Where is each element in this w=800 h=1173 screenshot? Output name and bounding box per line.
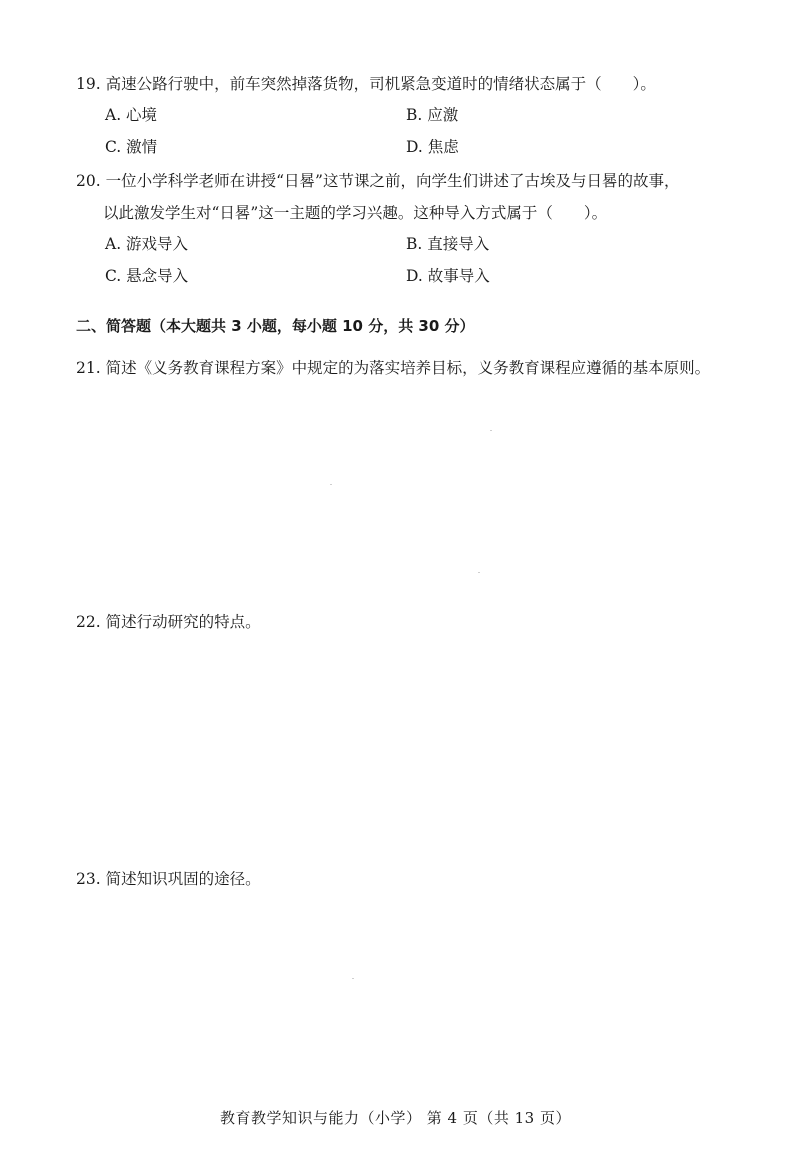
question-23-text: 简述知识巩固的途径。 [105,870,261,888]
scan-speck [352,978,354,979]
question-22 [76,610,261,632]
question-20-stem-line-1 [76,169,679,191]
question-19-option-b: B. 应激 [406,106,459,124]
question-20-option-c: C. 悬念导入 [105,267,189,285]
question-20-number: 20. [76,172,101,190]
question-19-stem-line [76,72,656,94]
question-19-stem: 高速公路行驶中，前车突然掉落货物，司机紧急变道时的情绪状态属于（ ）。 [105,75,656,93]
question-20-option-b: B. 直接导入 [406,235,490,253]
question-21-number: 21. [76,359,101,377]
question-20-stem-line-2: 以此激发学生对“日晷”这一主题的学习兴趣。这种导入方式属于（ ）。 [103,204,608,222]
section-2-title: 二、简答题（本大题共 3 小题，每小题 10 分，共 30 分） [76,317,475,335]
question-19-option-d: D. 焦虑 [406,138,459,156]
question-22-text: 简述行动研究的特点。 [105,613,261,631]
scan-speck [478,572,480,573]
question-22-number: 22. [76,613,101,631]
question-21-text: 简述《义务教育课程方案》中规定的为落实培养目标，义务教育课程应遵循的基本原则。 [105,359,711,377]
question-19-option-a: A. 心境 [105,106,158,124]
question-21 [76,356,710,378]
page-footer: 教育教学知识与能力（小学） 第 4 页（共 13 页） [220,1109,571,1127]
question-20-stem-1: 一位小学科学老师在讲授“日晷”这节课之前，向学生们讲述了古埃及与日晷的故事， [105,172,680,190]
question-20-option-d: D. 故事导入 [406,267,490,285]
question-19-option-c: C. 激情 [105,138,158,156]
question-19-number: 19. [76,75,101,93]
question-23 [76,867,261,889]
question-20-option-a: A. 游戏导入 [105,235,189,253]
scan-speck [490,430,492,431]
scan-speck [330,484,332,485]
question-23-number: 23. [76,870,101,888]
